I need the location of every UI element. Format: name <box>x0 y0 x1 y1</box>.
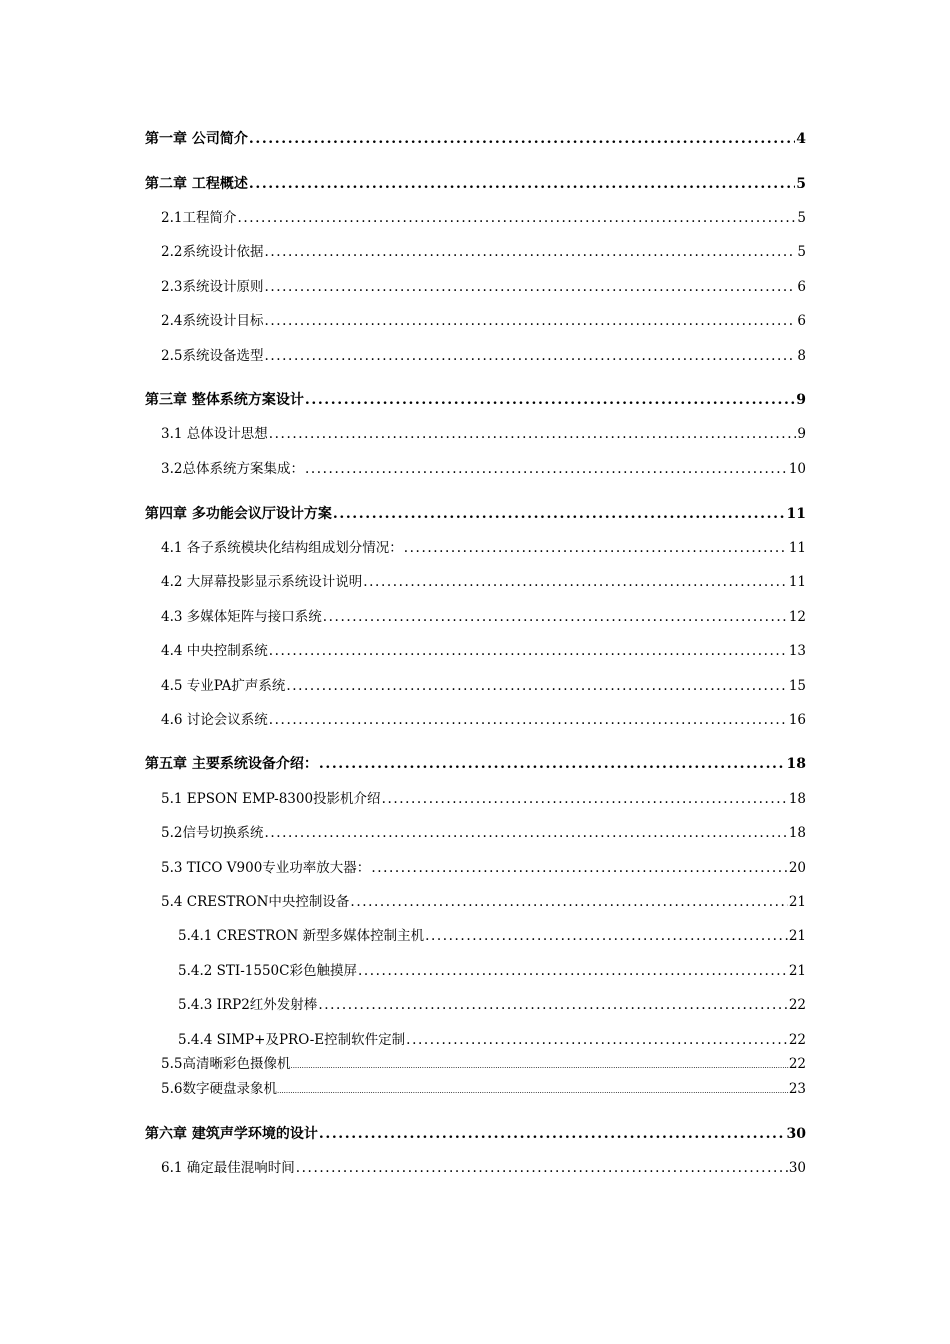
toc-entry-title: 5.2信号切换系统 <box>161 825 264 841</box>
toc-entry-page: 8 <box>797 348 806 364</box>
toc-entry-page: 22 <box>788 1056 806 1072</box>
toc-entry-page: 5 <box>796 176 806 192</box>
toc-dot-leader <box>350 892 787 912</box>
toc-entry-page: 21 <box>788 928 806 944</box>
toc-entry-page: 30 <box>788 1160 806 1176</box>
toc-entry-title: 4.5 专业PA扩声系统 <box>161 678 286 694</box>
toc-entry-title: 5.5高清晰彩色摄像机 <box>161 1056 291 1072</box>
toc-dot-leader <box>318 995 788 1015</box>
toc-dot-leader <box>269 641 788 661</box>
toc-entry-page: 18 <box>788 825 806 841</box>
toc-entry-page: 18 <box>788 791 806 807</box>
toc-entry-2-2[interactable] <box>161 242 806 262</box>
toc-dot-leader <box>333 504 786 524</box>
toc-entry-5-2[interactable] <box>161 823 806 843</box>
toc-dot-leader <box>305 459 788 479</box>
toc-entry-4-1[interactable] <box>161 538 806 558</box>
toc-dot-leader <box>319 1124 786 1144</box>
toc-entry-title: 第一章 公司简介 <box>145 131 248 147</box>
toc-entry-page: 30 <box>786 1126 806 1142</box>
toc-entry-5-3[interactable] <box>161 858 806 878</box>
toc-entry-title: 5.4.1 CRESTRON 新型多媒体控制主机 <box>178 928 425 944</box>
toc-entry-title: 3.2总体系统方案集成： <box>161 461 304 477</box>
toc-dot-leader <box>290 1056 788 1076</box>
toc-entry-page: 12 <box>788 609 806 625</box>
toc-entry-title: 第六章 建筑声学环境的设计 <box>145 1126 318 1142</box>
toc-entry-3-2[interactable] <box>161 459 806 479</box>
toc-entry-title: 4.6 讨论会议系统 <box>161 712 268 728</box>
toc-entry-chapter-5[interactable] <box>145 754 806 774</box>
toc-entry-title: 2.5系统设备选型 <box>161 348 264 364</box>
toc-entry-title: 5.3 TICO V900专业功率放大器： <box>161 860 371 876</box>
toc-entry-page: 5 <box>797 244 806 260</box>
toc-dot-leader <box>305 390 795 410</box>
toc-entry-page: 6 <box>797 313 806 329</box>
toc-dot-leader <box>264 823 787 843</box>
toc-dot-leader <box>264 277 796 297</box>
toc-entry-5-5[interactable] <box>161 1054 806 1074</box>
toc-dot-leader <box>264 346 796 366</box>
toc-entry-5-6[interactable] <box>161 1079 806 1099</box>
toc-entry-page: 4 <box>796 131 806 147</box>
toc-entry-3-1[interactable] <box>161 424 806 444</box>
toc-entry-2-4[interactable] <box>161 311 806 331</box>
toc-entry-title: 第三章 整体系统方案设计 <box>145 392 304 408</box>
toc-dot-leader <box>237 208 796 228</box>
toc-entry-title: 5.6数字硬盘录象机 <box>161 1081 277 1097</box>
toc-entry-page: 22 <box>788 1032 806 1048</box>
toc-entry-title: 4.1 各子系统模块化结构组成划分情况： <box>161 540 403 556</box>
toc-entry-2-3[interactable] <box>161 277 806 297</box>
toc-entry-page: 18 <box>786 756 806 772</box>
toc-entry-title: 2.1工程简介 <box>161 210 237 226</box>
toc-entry-title: 2.3系统设计原则 <box>161 279 264 295</box>
toc-entry-5-4-3[interactable] <box>178 995 806 1015</box>
toc-entry-chapter-2[interactable] <box>145 174 806 194</box>
toc-entry-title: 4.4 中央控制系统 <box>161 643 268 659</box>
toc-dot-leader <box>296 1158 788 1178</box>
toc-entry-page: 13 <box>788 643 806 659</box>
toc-entry-page: 22 <box>788 997 806 1013</box>
toc-entry-4-2[interactable] <box>161 572 806 592</box>
toc-entry-4-3[interactable] <box>161 607 806 627</box>
toc-entry-chapter-6[interactable] <box>145 1124 806 1144</box>
toc-entry-4-6[interactable] <box>161 710 806 730</box>
toc-dot-leader <box>249 174 795 194</box>
toc-entry-4-5[interactable] <box>161 676 806 696</box>
toc-entry-page: 10 <box>788 461 806 477</box>
toc-dot-leader <box>323 607 788 627</box>
toc-dot-leader <box>264 311 796 331</box>
toc-entry-page: 23 <box>788 1081 806 1097</box>
toc-entry-page: 21 <box>788 894 806 910</box>
toc-dot-leader <box>249 129 795 149</box>
toc-entry-title: 第二章 工程概述 <box>145 176 248 192</box>
toc-entry-chapter-4[interactable] <box>145 504 806 524</box>
toc-dot-leader <box>371 858 788 878</box>
toc-entry-page: 20 <box>788 860 806 876</box>
toc-entry-page: 11 <box>788 540 806 556</box>
toc-entry-6-1[interactable] <box>161 1158 806 1178</box>
toc-entry-title: 2.4系统设计目标 <box>161 313 264 329</box>
toc-dot-leader <box>363 572 788 592</box>
toc-entry-page: 16 <box>788 712 806 728</box>
toc-dot-leader <box>425 926 788 946</box>
toc-entry-4-4[interactable] <box>161 641 806 661</box>
toc-entry-5-4-4[interactable] <box>178 1030 806 1050</box>
toc-entry-title: 第五章 主要系统设备介绍： <box>145 756 318 772</box>
toc-dot-leader <box>264 242 796 262</box>
toc-entry-title: 5.4.2 STI-1550C彩色触摸屏 <box>178 963 357 979</box>
toc-entry-title: 2.2系统设计依据 <box>161 244 264 260</box>
toc-entry-title: 6.1 确定最佳混响时间 <box>161 1160 295 1176</box>
toc-entry-page: 6 <box>797 279 806 295</box>
toc-entry-5-4-1[interactable] <box>178 926 806 946</box>
toc-entry-title: 5.4 CRESTRON中央控制设备 <box>161 894 350 910</box>
toc-dot-leader <box>358 961 788 981</box>
toc-entry-title: 5.1 EPSON EMP-8300投影机介绍 <box>161 791 381 807</box>
toc-entry-2-5[interactable] <box>161 346 806 366</box>
toc-entry-title: 4.3 多媒体矩阵与接口系统 <box>161 609 322 625</box>
toc-entry-title: 第四章 多功能会议厅设计方案 <box>145 506 332 522</box>
toc-dot-leader <box>277 1081 789 1101</box>
toc-entry-title: 3.1 总体设计思想 <box>161 426 268 442</box>
toc-entry-title: 5.4.3 IRP2红外发射棒 <box>178 997 318 1013</box>
toc-entry-5-4[interactable] <box>161 892 806 912</box>
toc-entry-5-4-2[interactable] <box>178 961 806 981</box>
toc-dot-leader <box>286 676 787 696</box>
toc-entry-page: 11 <box>788 574 806 590</box>
toc-entry-page: 15 <box>788 678 806 694</box>
toc-entry-page: 11 <box>786 506 806 522</box>
toc-entry-page: 9 <box>796 392 806 408</box>
toc-dot-leader <box>269 710 788 730</box>
toc-entry-title: 5.4.4 SIMP+及PRO-E控制软件定制 <box>178 1032 406 1048</box>
toc-entry-2-1[interactable] <box>161 208 806 228</box>
toc-entry-title: 4.2 大屏幕投影显示系统设计说明 <box>161 574 363 590</box>
toc-entry-page: 5 <box>797 210 806 226</box>
toc-dot-leader <box>404 538 788 558</box>
toc-dot-leader <box>269 424 797 444</box>
toc-dot-leader <box>382 789 788 809</box>
toc-entry-page: 9 <box>797 426 806 442</box>
toc-dot-leader <box>319 754 786 774</box>
toc-entry-chapter-1[interactable] <box>145 129 806 149</box>
toc-entry-page: 21 <box>788 963 806 979</box>
toc-entry-5-1[interactable] <box>161 789 806 809</box>
toc-entry-chapter-3[interactable] <box>145 390 806 410</box>
toc-dot-leader <box>406 1030 788 1050</box>
